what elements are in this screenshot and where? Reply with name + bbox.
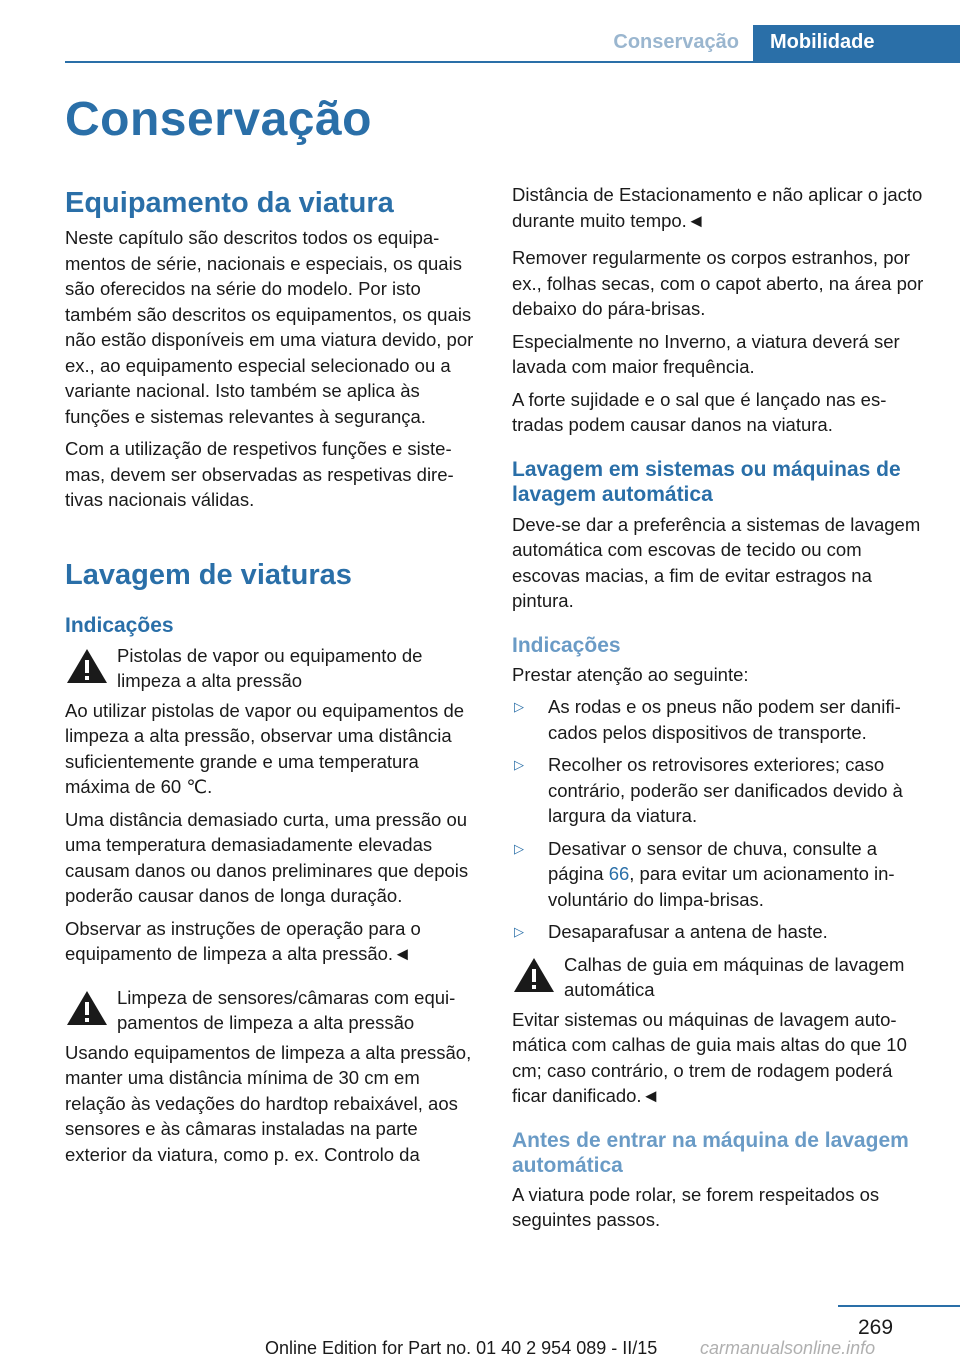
paragraph: Remover regularmente os corpos estranhos, por ex., folhas secas, com o capot aberto, na área por debaixo do pára-brisas. xyxy=(512,247,924,319)
warning-block xyxy=(65,985,483,1036)
heading-lavagem: Lavagem de viaturas xyxy=(65,558,352,591)
paragraph: A forte sujidade e o sal que é lançado nas estradas podem causar danos na viatura. xyxy=(512,388,887,435)
paragraph: Com a utilização de respetivos funções e sistemas, devem ser observadas as respetivas diretivas nacionais válidas. xyxy=(65,438,454,510)
warning-title: Limpeza de sensores/câmaras com equipamentos de limpeza a alta pressão xyxy=(117,986,456,1033)
paragraph: Distância de Estacionamento e não aplicar o jacto durante muito tempo.◄ xyxy=(512,184,923,231)
subheading-antes: Antes de entrar na máquina de lavagem automática xyxy=(512,1128,909,1177)
list-item-text-start: Desativar o sensor de chuva, consulte a página xyxy=(548,837,878,884)
warning-icon xyxy=(512,956,556,994)
warning-icon xyxy=(65,647,109,685)
list-item-text: Recolher os retrovisores exteriores; caso contrário, poderão ser danificados devido à largura da viatura. xyxy=(548,754,903,826)
paragraph: Prestar atenção ao seguinte: xyxy=(512,663,749,685)
paragraph: Neste capítulo são descritos todos os equipamentos de série, nacionais e especiais, os quais são oferecidos na série do modelo. Por isto também são descritos os equipamentos, os quais não estão disponíveis em uma viatura devido, por ex., ao equipamento especial selecionado ou a variante nacional. Isto também se aplica às funções e sistemas relevantes à segurança. xyxy=(65,227,474,427)
page-link[interactable]: 66 xyxy=(608,863,630,884)
warning-title: Pistolas de vapor ou equipamento de limpeza a alta pressão xyxy=(117,644,423,691)
warning-block xyxy=(512,952,930,1003)
triangle-bullet-icon: ▷ xyxy=(514,924,524,939)
paragraph: Deve-se dar a preferência a sistemas de lavagem automática com escovas de tecido ou com escovas macias, a fim de evitar estragos na pintura. xyxy=(512,513,921,611)
list-item xyxy=(512,919,930,945)
paragraph: Usando equipamentos de limpeza a alta pressão, manter uma distância mínima de 30 cm em relação às vedações do hardtop rebaixável, aos sensores e às câmaras instaladas na parte exterior da viatura, como p. ex. Controlo da xyxy=(65,1041,472,1165)
header-rule xyxy=(65,61,960,63)
list-item-text: Desaparafusar a antena de haste. xyxy=(548,921,828,942)
tab-chapter[interactable]: Mobilidade xyxy=(753,25,960,61)
list-item-text xyxy=(548,836,930,913)
subheading-indicacoes-2: Indicações xyxy=(512,633,621,657)
page-number: 269 xyxy=(858,1316,894,1339)
heading-equipamento: Equipamento da viatura xyxy=(65,187,394,219)
right-column xyxy=(512,182,930,1240)
paragraph: Evitar sistemas ou máquinas de lavagem automática com calhas de guia mais altas do que 10 cm; caso contrário, o trem de rodagem poderá ficar danificado.◄ xyxy=(512,1008,907,1106)
header-tabs xyxy=(613,25,960,61)
page-title: Conservação xyxy=(65,93,372,146)
warning-title: Calhas de guia em máquinas de lavagem automática xyxy=(564,953,905,1000)
warning-icon xyxy=(65,989,109,1027)
list-item-text: As rodas e os pneus não podem ser danificados pelos dispositivos de transporte. xyxy=(548,696,901,743)
triangle-bullet-icon: ▷ xyxy=(514,840,524,856)
paragraph: Ao utilizar pistolas de vapor ou equipamentos de limpeza a alta pressão, observar uma distância suficientemente grande e uma temperatura máxima de 60 ℃. xyxy=(65,699,465,797)
list-item xyxy=(512,836,930,913)
list-item xyxy=(512,694,930,745)
edition-text: Online Edition for Part no. 01 40 2 954 089 - II/15 xyxy=(265,1338,658,1358)
paragraph: A viatura pode rolar, se forem respeitados os seguintes passos. xyxy=(512,1183,880,1230)
list-item-text-end: , para evitar um acionamento involuntário do limpa-brisas. xyxy=(548,863,895,910)
paragraph: Especialmente no Inverno, a viatura deverá ser lavada com maior frequência. xyxy=(512,330,900,377)
bullet-list xyxy=(512,694,930,945)
list-item xyxy=(512,752,930,829)
footer-rule xyxy=(838,1305,960,1307)
paragraph: Uma distância demasiado curta, uma pressão ou uma temperatura demasiadamente elevadas causam danos ou danos preliminares que depois poderão causar danos de longa duração. xyxy=(65,808,469,906)
tab-section[interactable]: Conservação xyxy=(613,31,739,53)
left-column xyxy=(65,182,483,1174)
triangle-bullet-icon: ▷ xyxy=(514,757,524,772)
subheading-automatica: Lavagem em sistemas ou máquinas de lavagem automática xyxy=(512,457,901,506)
watermark: carmanualsonline.info xyxy=(700,1338,876,1358)
triangle-bullet-icon: ▷ xyxy=(514,699,524,714)
subheading-indicacoes: Indicações xyxy=(65,613,174,637)
warning-block xyxy=(65,643,483,694)
paragraph: Observar as instruções de operação para o equipamento de limpeza a alta pressão.◄ xyxy=(65,917,421,964)
